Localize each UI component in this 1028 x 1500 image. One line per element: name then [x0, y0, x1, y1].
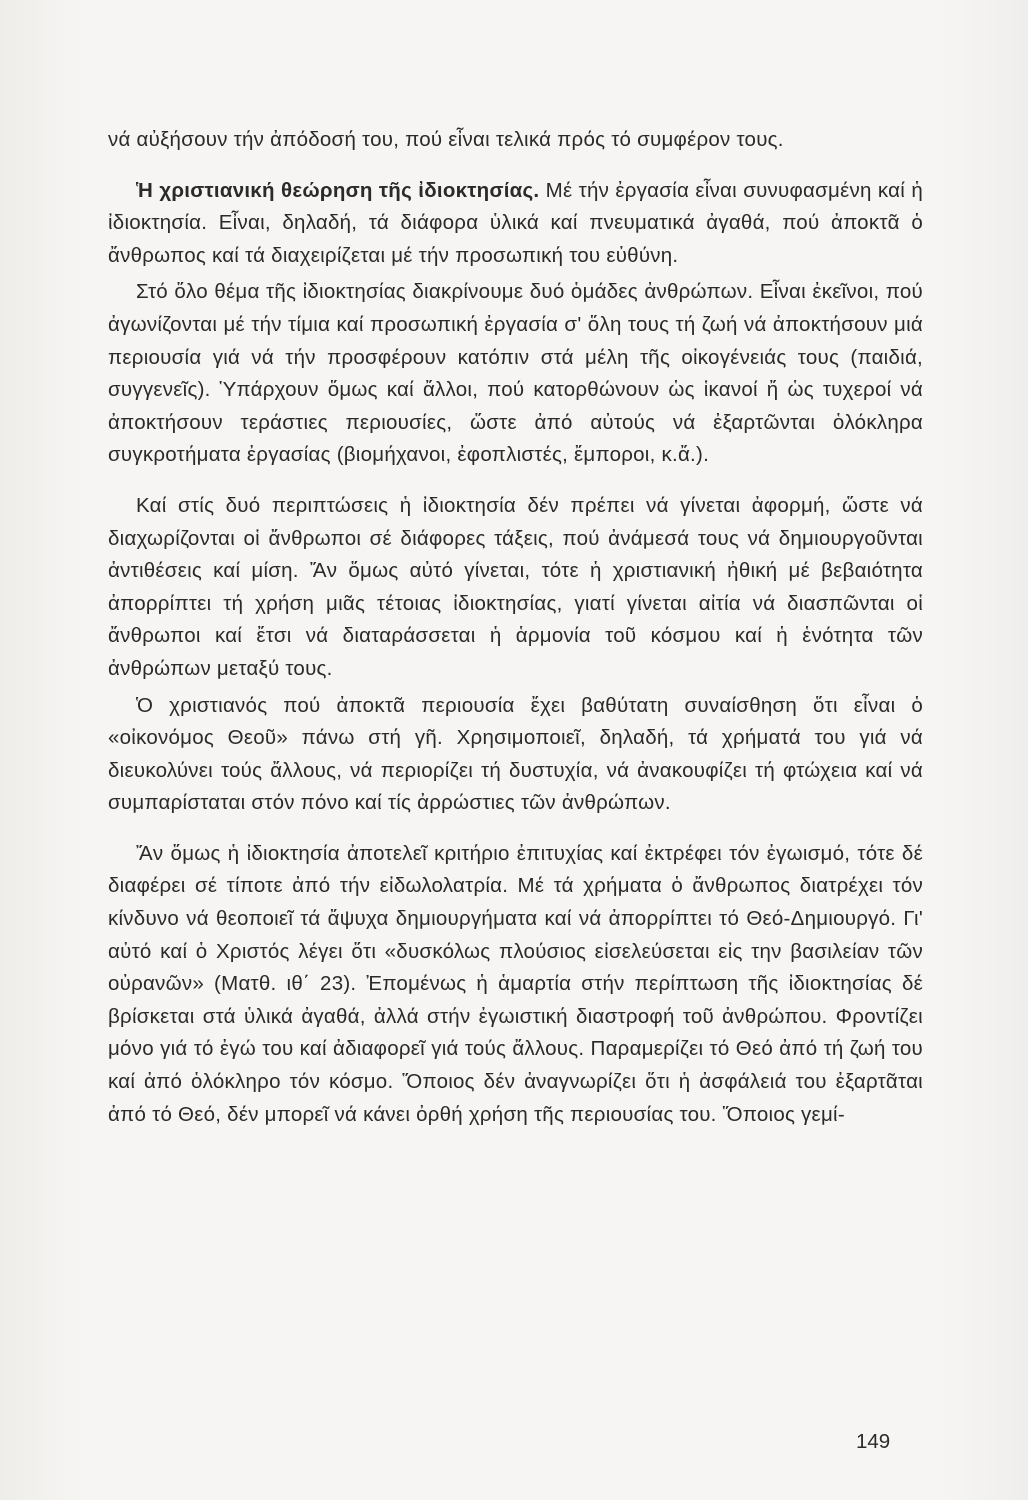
paragraph-both-cases: Καί στίς δυό περιπτώσεις ἡ ἰδιοκτησία δέν πρέπει νά γίνεται ἀφορμή, ὥστε νά διαχωρίζονται οἱ ἄνθρωποι σέ διάφορες τάξεις, πού ἀνάμεσά τους νά δημιουργοῦνται ἀντιθέσεις καί μίση. Ἄν ὅμως αὐτό γίνεται, τότε ἡ χριστιανική ἠθική μέ βεβαιότητα ἀπορρίπτει τή χρήση μιᾶς τέτοιας ἰδιοκτησίας, γιατί γίνεται αἰτία νά διασπῶνται οἱ ἄνθρωποι καί ἔτσι νά διαταράσσεται ἡ ἁρμονία τοῦ κόσμου καί ἡ ἑνότητα τῶν ἀνθρώπων μεταξύ τους.: [108, 493, 923, 680]
paragraph-section-heading: [108, 175, 923, 273]
paragraph-continuation: νά αὐξήσουν τήν ἀπόδοσή του, πού εἶναι τελικά πρός τό συμφέρον τους.: [108, 128, 784, 151]
paragraph-property-groups: Στό ὅλο θέμα τῆς ἰδιοκτησίας διακρίνουμε δυό ὁμάδες ἀνθρώπων. Εἶναι ἐκεῖνοι, πού ἀγωνίζονται μέ τήν τίμια καί προσωπική ἐργασία σ' ὅλη τους τή ζωή νά ἀποκτήσουν μιά περιουσία γιά νά τήν προσφέρουν κατόπιν στά μέλη τῆς οἰκογένειάς τους (παιδιά, συγγενεῖς). Ὑπάρχουν ὅμως καί ἄλλοι, πού κατορθώνουν ὡς ἱκανοί ἤ ὡς τυχεροί νά ἀποκτήσουν τεράστιες περιουσίες, ὥστε ἀπό αὐτούς νά ἐξαρτῶνται ὁλόκληρα συγκροτήματα ἐργασίας (βιομήχανοι, ἐφοπλιστές, ἔμποροι, κ.ἄ.).: [108, 280, 923, 467]
paragraph-idolatry: Ἄν ὅμως ἡ ἰδιοκτησία ἀποτελεῖ κριτήριο ἐπιτυχίας καί ἐκτρέφει τόν ἐγωισμό, τότε δέ διαφέρει σέ τίποτε ἀπό τήν εἰδωλολατρία. Μέ τά χρήματα ὁ ἄνθρωπος διατρέχει τόν κίνδυνο νά θεοποιεῖ τά ἄψυχα δημιουργήματα καί νά ἀπορρίπτει τό Θεό-Δημιουργό. Γι' αὐτό καί ὁ Χριστός λέγει ὅτι «δυσκόλως πλούσιος εἰσελεύσεται εἰς την βασιλείαν τῶν οὐρανῶν» (Ματθ. ιθ΄ 23). Ἐπομένως ἡ ἁμαρτία στήν περίπτωση τῆς ἰδιοκτησίας δέ βρίσκεται στά ὑλικά ἀγαθά, ἀλλά στήν ἐγωιστική διαστροφή τοῦ ἀνθρώπου. Φροντίζει μόνο γιά τό ἐγώ του καί ἀδιαφορεῖ γιά τούς ἄλλους. Παραμερίζει τό Θεό ἀπό τή ζωή του καί ἀπό ὁλόκληρο τόν κόσμο. Ὅποιος δέν ἀναγνωρίζει ὅτι ἡ ἀσφάλειά του ἐξαρτᾶται ἀπό τό Θεό, δέν μπορεῖ νά κάνει ὀρθή χρήση τῆς περιουσίας του. Ὅποιος γεμί-: [108, 841, 923, 1126]
page-number: 149: [856, 1430, 891, 1453]
paragraph-christian-steward: Ὁ χριστιανός πού ἀποκτᾶ περιουσία ἔχει βαθύτατη συναίσθηση ὅτι εἶναι ὁ «οἰκονόμος Θεοῦ» πάνω στή γῆ. Χρησιμοποιεῖ, δηλαδή, τά χρήματά του γιά νά διευκολύνει τούς ἄλλους, νά περιορίζει τή δυστυχία, νά ἀνακουφίζει τή φτώχεια καί νά συμπαρίσταται στόν πόνο καί τίς ἀρρώστιες τῶν ἀνθρώπων.: [108, 693, 923, 815]
body-text: [108, 124, 923, 1131]
section-heading-text: Μέ τήν ἐργασία εἶναι συνυφασμένη καί ἡ ἰδιοκτησία. Εἶναι, δηλαδή, τά διάφορα ὑλικά καί πνευματικά ἀγαθά, πού ἀποκτᾶ ὁ ἄνθρωπος καί τά διαχειρίζεται μέ τήν προσωπική του εὐθύνη.: [108, 178, 923, 267]
section-heading: Ἡ χριστιανική θεώρηση τῆς ἰδιοκτησίας.: [136, 178, 540, 202]
